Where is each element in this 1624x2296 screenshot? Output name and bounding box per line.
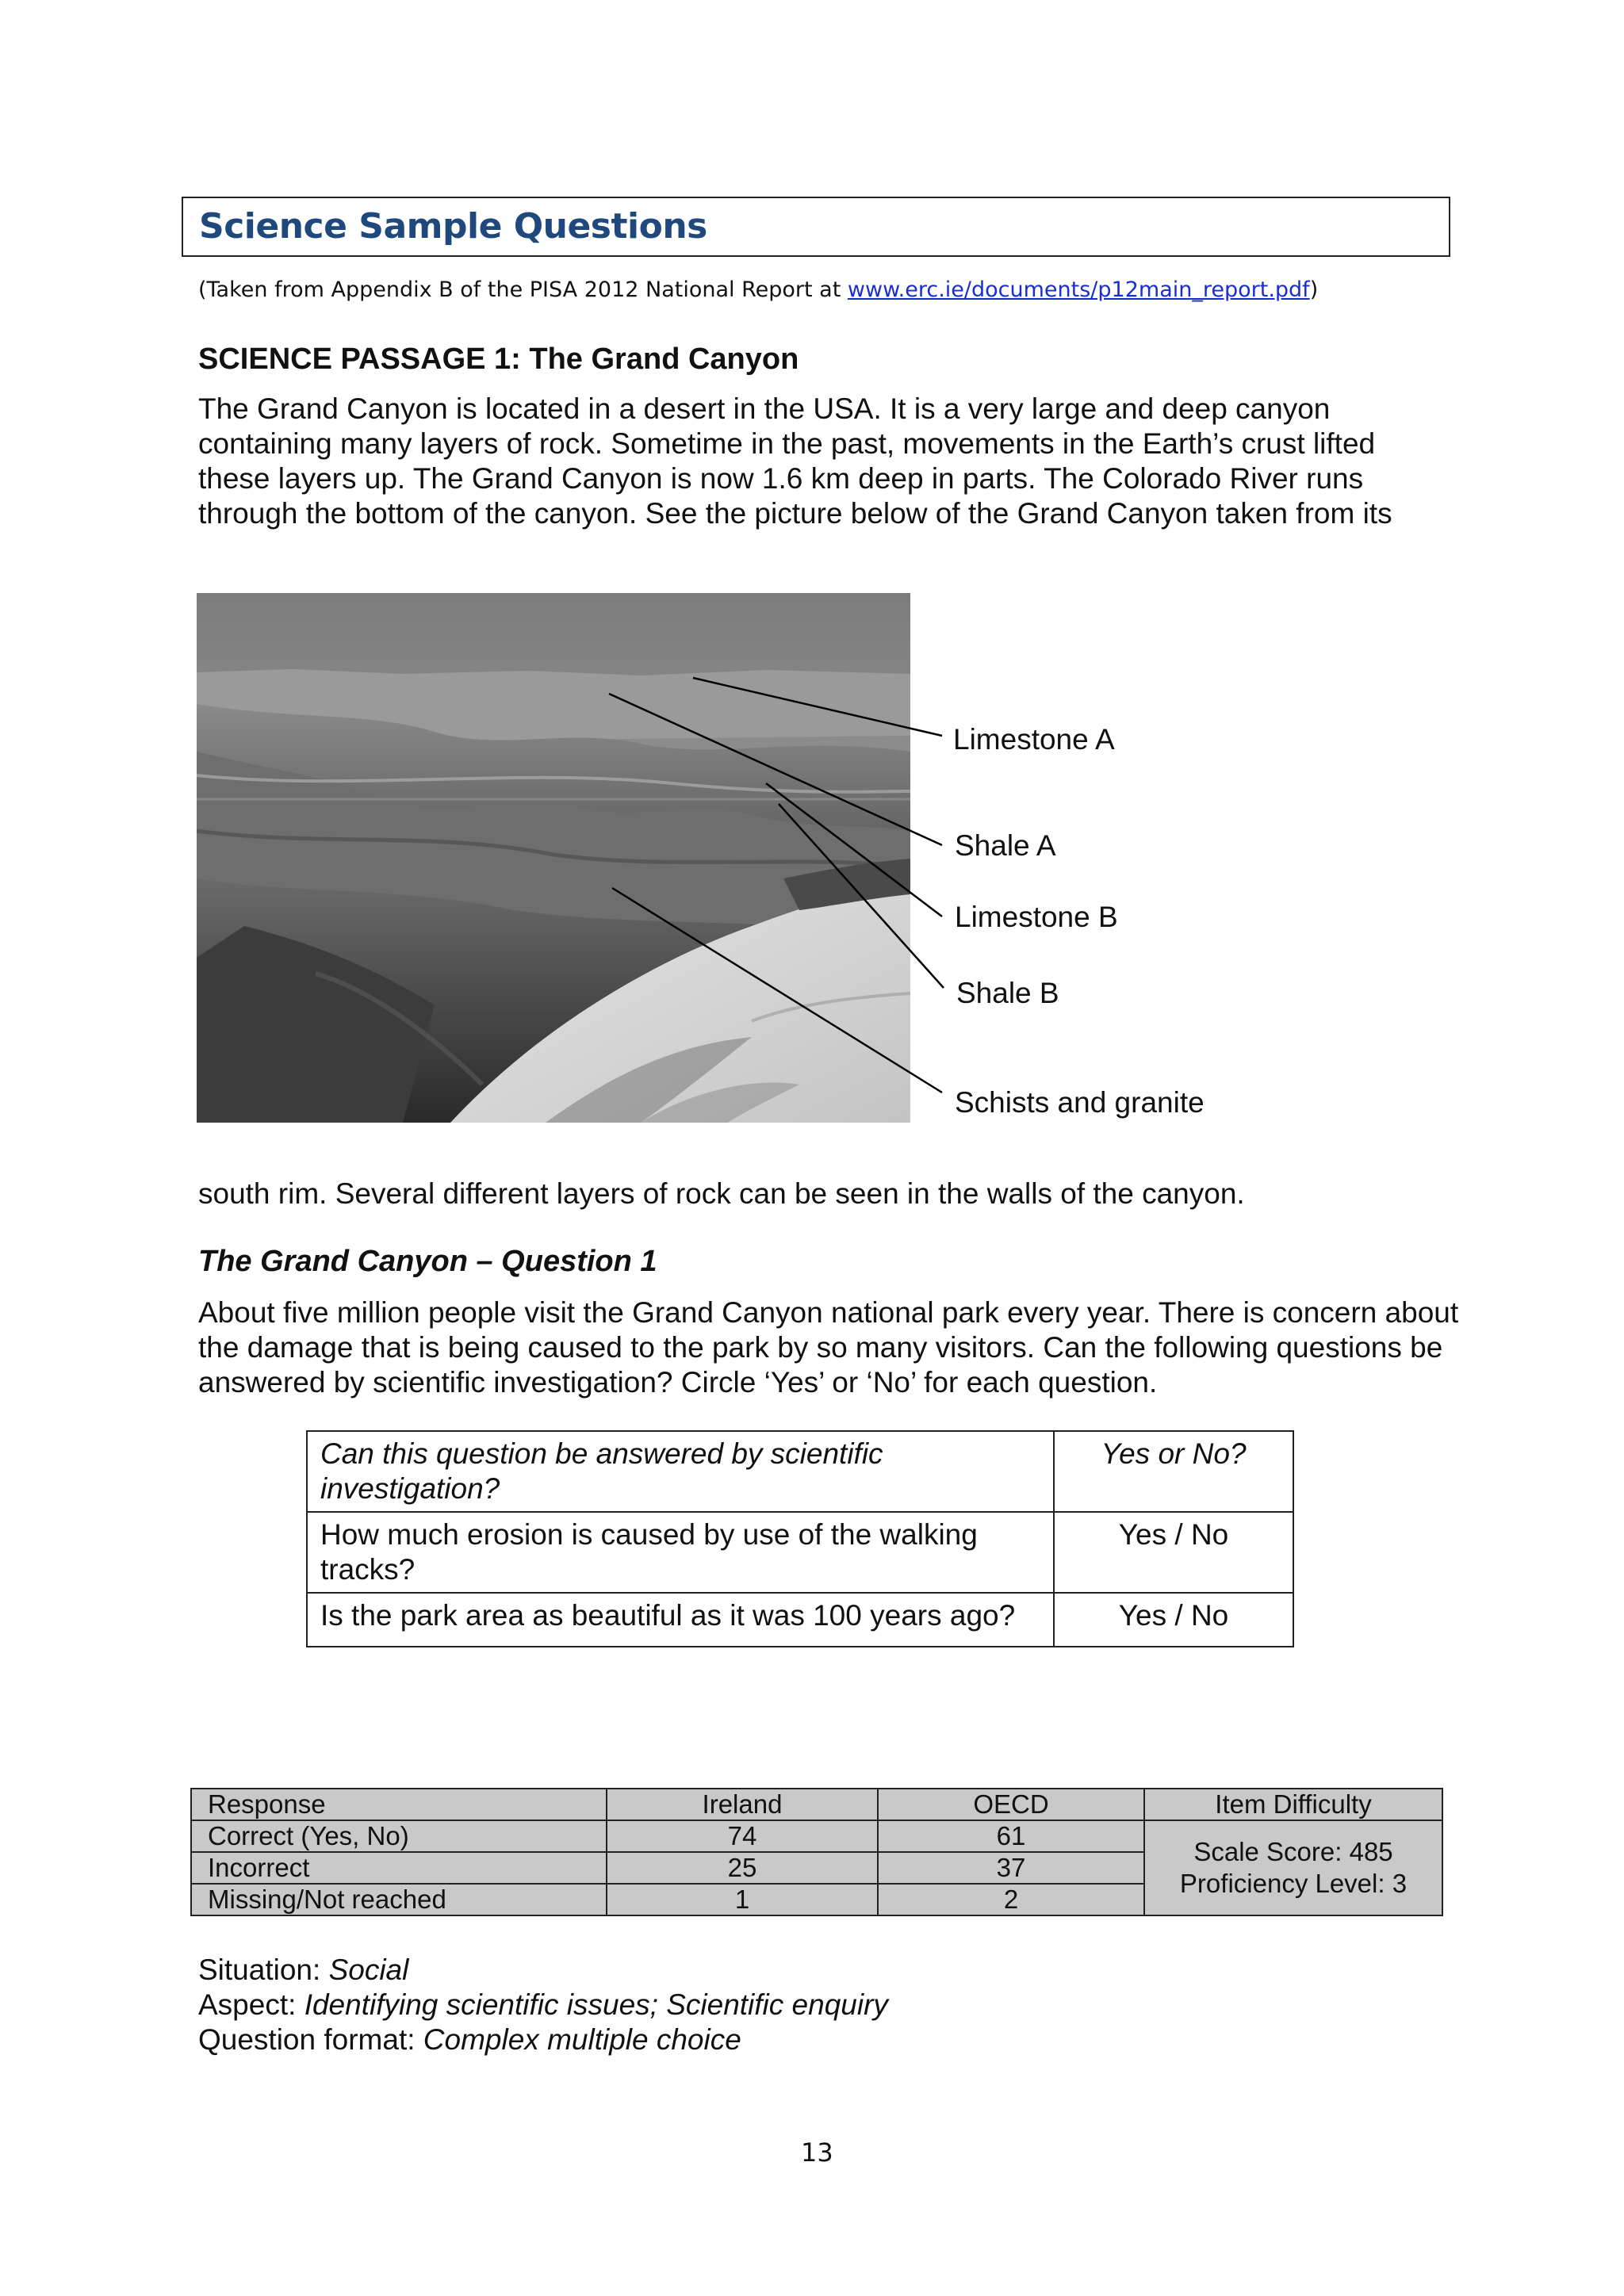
- format-line: [198, 2023, 741, 2057]
- leader-line-limestone-a: [693, 678, 942, 736]
- table-row: [307, 1593, 1293, 1647]
- table-row: [307, 1512, 1293, 1593]
- passage-continuation: south rim. Several different layers of rock can be seen in the walls of the canyon.: [198, 1177, 1245, 1210]
- item-difficulty-cell: [1144, 1820, 1442, 1915]
- question-column-header: Can this question be answered by scientific investigation?: [307, 1431, 1054, 1512]
- question-line: answered by scientific investigation? Circle ‘Yes’ or ‘No’ for each question.: [198, 1366, 1158, 1399]
- leader-line-schists: [612, 888, 942, 1093]
- passage-line: through the bottom of the canyon. See the picture below of the Grand Canyon taken from its: [198, 497, 1392, 530]
- ireland-cell: 25: [607, 1852, 878, 1884]
- results-table: [190, 1788, 1443, 1916]
- source-prefix: (Taken from Appendix B of the PISA 2012 National Report at: [198, 277, 848, 302]
- source-suffix: ): [1309, 277, 1319, 302]
- header-ireland: Ireland: [607, 1789, 878, 1820]
- results-header-row: [191, 1789, 1442, 1820]
- question-table-header: [307, 1431, 1293, 1512]
- answer-cell[interactable]: Yes / No: [1054, 1512, 1293, 1593]
- question-cell: Is the park area as beautiful as it was 100 years ago?: [307, 1593, 1054, 1647]
- format-value: Complex multiple choice: [423, 2023, 741, 2056]
- aspect-label: Aspect:: [198, 1988, 304, 2021]
- ireland-cell: 74: [607, 1820, 878, 1852]
- leader-line-limestone-b: [766, 783, 942, 916]
- oecd-cell: 2: [878, 1884, 1144, 1915]
- label-shale-b: Shale B: [956, 977, 1059, 1009]
- situation-value: Social: [328, 1954, 409, 1986]
- aspect-line: [198, 1988, 888, 2022]
- response-cell: Correct (Yes, No): [191, 1820, 607, 1852]
- response-cell: Incorrect: [191, 1852, 607, 1884]
- question-cell: How much erosion is caused by use of the walking tracks?: [307, 1512, 1054, 1593]
- label-schists-granite: Schists and granite: [955, 1086, 1205, 1119]
- leader-line-shale-b: [779, 804, 944, 988]
- leader-line-shale-a: [609, 694, 942, 845]
- question-line: the damage that is being caused to the park by so many visitors. Can the following questions be: [198, 1331, 1443, 1364]
- scale-score: Scale Score: 485: [1193, 1837, 1393, 1866]
- label-limestone-a: Limestone A: [953, 723, 1115, 756]
- source-link[interactable]: www.erc.ie/documents/p12main_report.pdf: [847, 277, 1310, 302]
- passage-heading: SCIENCE PASSAGE 1: The Grand Canyon: [198, 342, 799, 376]
- passage-line: containing many layers of rock. Sometime in the past, movements in the Earth’s crust lifted: [198, 427, 1376, 460]
- page-title: Science Sample Questions: [199, 206, 707, 247]
- answer-cell[interactable]: Yes / No: [1054, 1593, 1293, 1647]
- header-response: Response: [191, 1789, 607, 1820]
- situation-line: [198, 1954, 408, 1987]
- header-oecd: OECD: [878, 1789, 1144, 1820]
- oecd-cell: 61: [878, 1820, 1144, 1852]
- answer-column-header: Yes or No?: [1054, 1431, 1293, 1512]
- passage-line: these layers up. The Grand Canyon is now 1.6 km deep in parts. The Colorado River runs: [198, 462, 1364, 495]
- table-row: [191, 1820, 1442, 1852]
- oecd-cell: 37: [878, 1852, 1144, 1884]
- aspect-value: Identifying scientific issues; Scientific enquiry: [304, 1988, 888, 2021]
- proficiency-level: Proficiency Level: 3: [1179, 1869, 1408, 1898]
- ireland-cell: 1: [607, 1884, 878, 1915]
- format-label: Question format:: [198, 2023, 423, 2056]
- response-cell: Missing/Not reached: [191, 1884, 607, 1915]
- situation-label: Situation:: [198, 1954, 329, 1986]
- question-line: About five million people visit the Grand Canyon national park every year. There is concern about: [198, 1296, 1459, 1329]
- question-table: [306, 1430, 1294, 1647]
- header-item-difficulty: Item Difficulty: [1144, 1789, 1442, 1820]
- page-number: 13: [801, 2137, 833, 2168]
- question-heading: The Grand Canyon – Question 1: [198, 1245, 657, 1278]
- label-limestone-b: Limestone B: [955, 901, 1118, 933]
- label-shale-a: Shale A: [955, 829, 1056, 862]
- passage-line: The Grand Canyon is located in a desert in the USA. It is a very large and deep canyon: [198, 392, 1331, 425]
